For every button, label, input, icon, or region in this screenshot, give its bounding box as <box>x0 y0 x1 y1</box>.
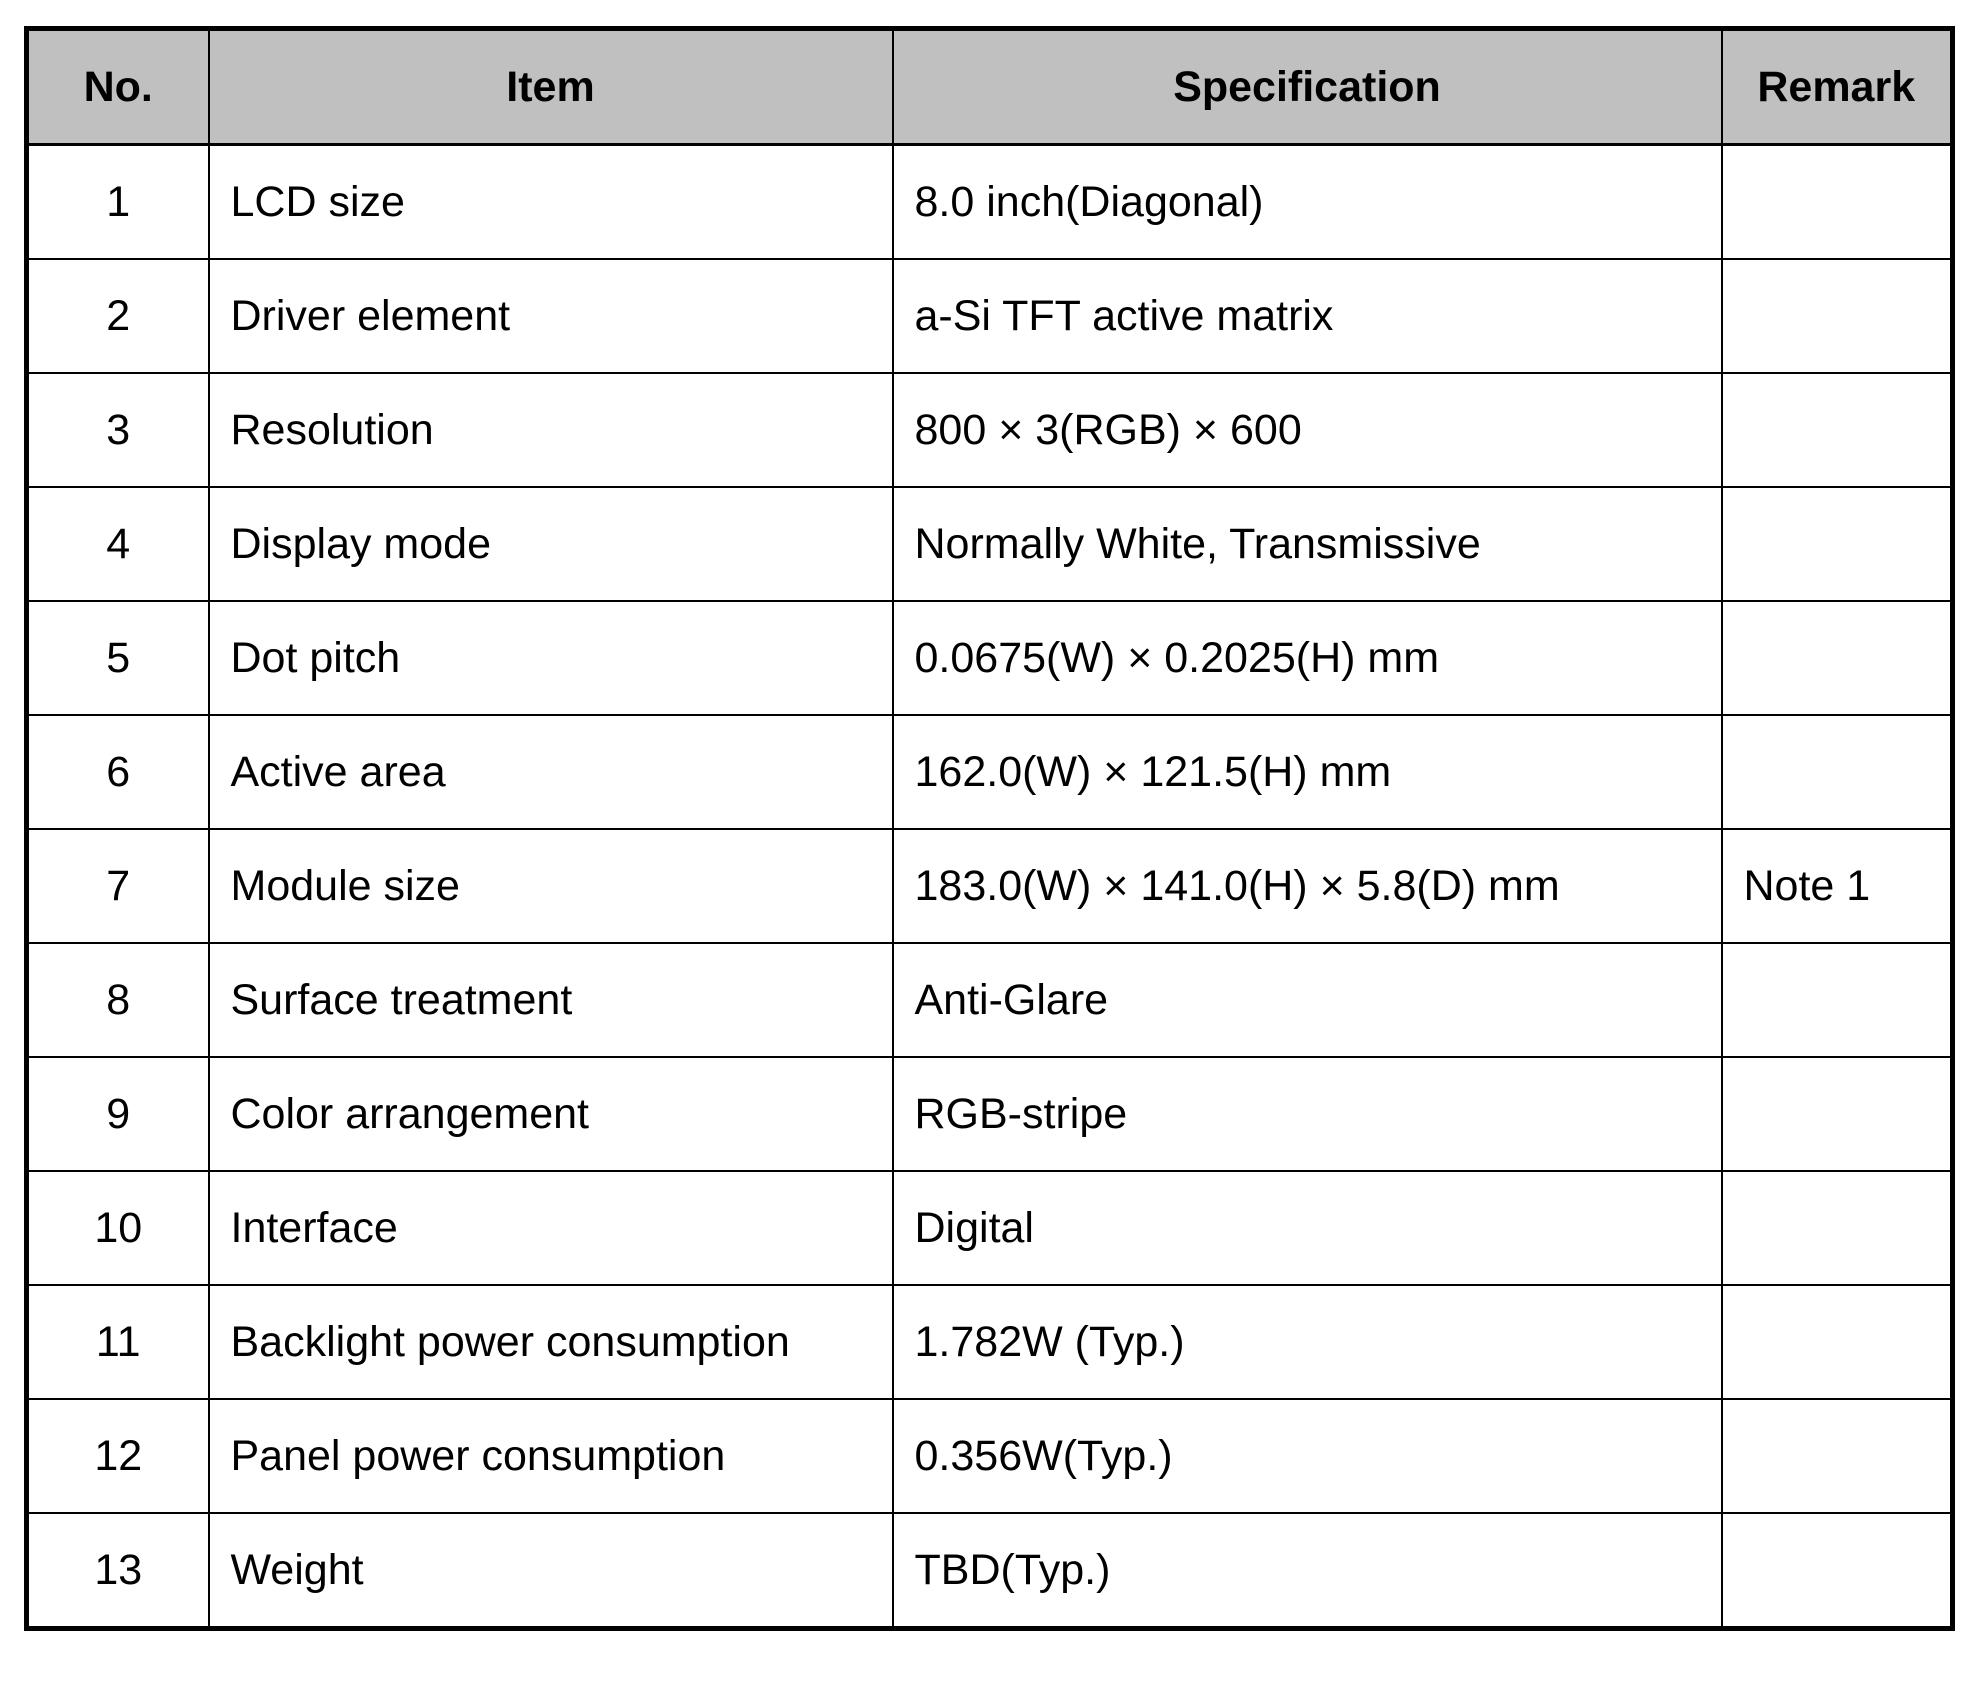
table-body <box>27 145 1953 1629</box>
row-number: 9 <box>27 1057 209 1171</box>
row-remark <box>1722 1285 1953 1399</box>
row-remark <box>1722 259 1953 373</box>
table-row <box>27 1171 1953 1285</box>
row-number: 12 <box>27 1399 209 1513</box>
row-remark <box>1722 487 1953 601</box>
row-number: 13 <box>27 1513 209 1629</box>
row-number: 1 <box>27 145 209 260</box>
row-specification: 183.0(W) × 141.0(H) × 5.8(D) mm <box>893 829 1722 943</box>
header-specification: Specification <box>893 29 1722 145</box>
row-specification: 800 × 3(RGB) × 600 <box>893 373 1722 487</box>
table-row <box>27 1513 1953 1629</box>
table-row <box>27 601 1953 715</box>
row-item: Driver element <box>209 259 893 373</box>
row-item: LCD size <box>209 145 893 260</box>
table-row <box>27 487 1953 601</box>
row-number: 7 <box>27 829 209 943</box>
row-item: Interface <box>209 1171 893 1285</box>
row-specification: Normally White, Transmissive <box>893 487 1722 601</box>
row-item: Resolution <box>209 373 893 487</box>
row-number: 5 <box>27 601 209 715</box>
table-row <box>27 145 1953 260</box>
row-remark <box>1722 373 1953 487</box>
row-remark <box>1722 1399 1953 1513</box>
row-number: 3 <box>27 373 209 487</box>
row-item: Display mode <box>209 487 893 601</box>
table-row <box>27 1399 1953 1513</box>
table-row <box>27 373 1953 487</box>
row-item: Color arrangement <box>209 1057 893 1171</box>
row-remark <box>1722 943 1953 1057</box>
header-item: Item <box>209 29 893 145</box>
header-row <box>27 29 1953 145</box>
row-specification: a-Si TFT active matrix <box>893 259 1722 373</box>
row-number: 2 <box>27 259 209 373</box>
row-remark <box>1722 145 1953 260</box>
row-specification: Digital <box>893 1171 1722 1285</box>
row-remark <box>1722 715 1953 829</box>
table-row <box>27 943 1953 1057</box>
row-remark <box>1722 601 1953 715</box>
row-number: 10 <box>27 1171 209 1285</box>
row-specification: 162.0(W) × 121.5(H) mm <box>893 715 1722 829</box>
row-specification: Anti-Glare <box>893 943 1722 1057</box>
row-item: Panel power consumption <box>209 1399 893 1513</box>
row-remark <box>1722 1171 1953 1285</box>
table-row <box>27 715 1953 829</box>
row-item: Weight <box>209 1513 893 1629</box>
row-remark <box>1722 1057 1953 1171</box>
row-item: Active area <box>209 715 893 829</box>
row-specification: 8.0 inch(Diagonal) <box>893 145 1722 260</box>
row-specification: 0.0675(W) × 0.2025(H) mm <box>893 601 1722 715</box>
row-remark <box>1722 1513 1953 1629</box>
row-specification: TBD(Typ.) <box>893 1513 1722 1629</box>
table-row <box>27 1285 1953 1399</box>
row-item: Surface treatment <box>209 943 893 1057</box>
specification-table <box>24 26 1955 1631</box>
row-specification: RGB-stripe <box>893 1057 1722 1171</box>
row-number: 4 <box>27 487 209 601</box>
row-number: 6 <box>27 715 209 829</box>
table-row <box>27 829 1953 943</box>
row-specification: 0.356W(Typ.) <box>893 1399 1722 1513</box>
table-header <box>27 29 1953 145</box>
row-specification: 1.782W (Typ.) <box>893 1285 1722 1399</box>
row-remark: Note 1 <box>1722 829 1953 943</box>
row-item: Dot pitch <box>209 601 893 715</box>
table-row <box>27 1057 1953 1171</box>
table-row <box>27 259 1953 373</box>
header-remark: Remark <box>1722 29 1953 145</box>
row-number: 8 <box>27 943 209 1057</box>
row-item: Module size <box>209 829 893 943</box>
row-number: 11 <box>27 1285 209 1399</box>
row-item: Backlight power consumption <box>209 1285 893 1399</box>
header-no: No. <box>27 29 209 145</box>
